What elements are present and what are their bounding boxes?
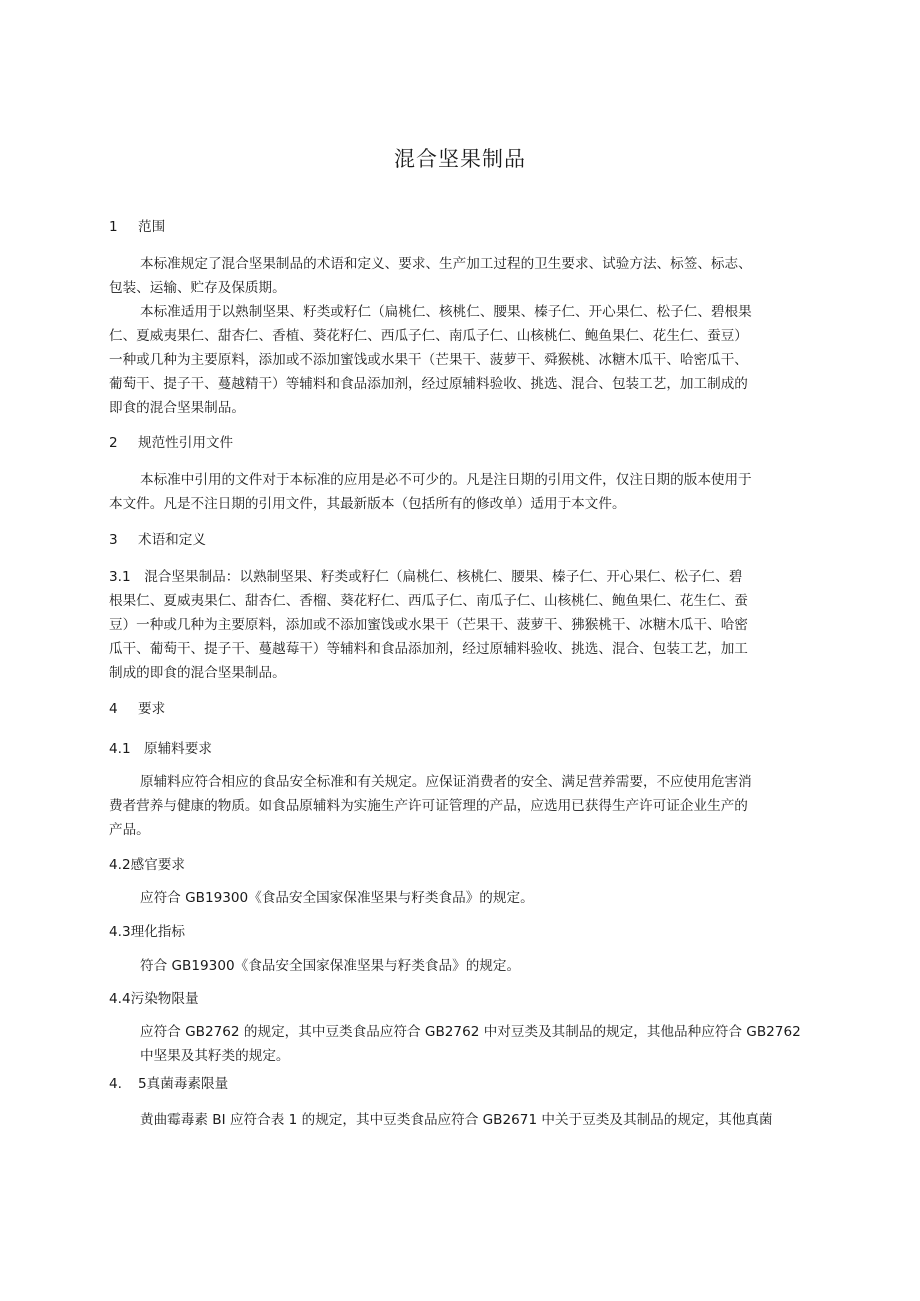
section-4-5-number: 4. (109, 1076, 122, 1092)
paragraph-line: 根果仁、夏威夷果仁、甜杏仁、香榴、葵花籽仁、西瓜子仁、南瓜子仁、山核桃仁、鲍鱼果仁、花生仁、蚕 (109, 593, 748, 609)
paragraph-line: 一种或几种为主要原料，添加或不添加蜜饯或水果干（芒果干、菠萝干、舜猴桃、冰糖木瓜干、哈密瓜干、 (109, 352, 748, 368)
paragraph-line: 豆）一种或几种为主要原料，添加或不添加蜜饯或水果干（芒果干、菠萝干、狒猴桃干、冰糖木瓜干、哈密 (109, 617, 748, 633)
paragraph-line: 即食的混合坚果制品。 (109, 400, 245, 416)
paragraph-line: 中坚果及其籽类的规定。 (140, 1048, 290, 1064)
section-4-number: 4 (109, 701, 118, 717)
paragraph-line: 产品。 (109, 822, 150, 838)
paragraph-line: 应符合 GB2762 的规定，其中豆类食品应符合 GB2762 中对豆类及其制品的规定，其他品种应符合 GB2762 (140, 1024, 801, 1040)
paragraph-line: 包装、运输、贮存及保质期。 (109, 280, 286, 296)
paragraph-line: 制成的即食的混合坚果制品。 (109, 665, 286, 681)
page-title: 混合坚果制品 (394, 147, 526, 171)
paragraph-line: 瓜干、葡萄干、提子干、蔓越莓干）等辅料和食品添加剂，经过原辅料验收、挑选、混合、包装工艺，加工 (109, 641, 748, 657)
section-4-2-heading: 4.2感官要求 (109, 857, 185, 873)
paragraph-line: 本标准适用于以熟制坚果、籽类或籽仁（扁桃仁、核桃仁、腰果、榛子仁、开心果仁、松子仁、碧根果 (140, 304, 752, 320)
section-2-heading: 规范性引用文件 (138, 435, 234, 451)
paragraph-line: 符合 GB19300《食品安全国家保准坚果与籽类食品》的规定。 (140, 958, 521, 974)
section-4-4-heading: 4.4污染物限量 (109, 991, 199, 1007)
paragraph-line: 3.1 混合坚果制品：以熟制坚果、籽类或籽仁（扁桃仁、核桃仁、腰果、榛子仁、开心果仁、松子仁、碧 (109, 569, 743, 585)
paragraph-line: 本标准规定了混合坚果制品的术语和定义、要求、生产加工过程的卫生要求、试验方法、标签、标志、 (140, 256, 752, 272)
section-4-5-heading: 5真菌毒素限量 (138, 1076, 229, 1092)
paragraph-line: 费者营养与健康的物质。如食品原辅料为实施生产许可证管理的产品，应选用已获得生产许可证企业生产的 (109, 798, 748, 814)
paragraph-line: 本标准中引用的文件对于本标准的应用是必不可少的。凡是注日期的引用文件，仅注日期的版本使用于 (140, 472, 752, 488)
paragraph-line: 应符合 GB19300《食品安全国家保准坚果与籽类食品》的规定。 (140, 890, 534, 906)
paragraph-line: 原辅料应符合相应的食品安全标准和有关规定。应保证消费者的安全、满足营养需要，不应使用危害消 (140, 774, 752, 790)
paragraph-line: 本文件。凡是不注日期的引用文件，其最新版本（包括所有的修改单）适用于本文件。 (109, 496, 626, 512)
section-1-number: 1 (109, 219, 118, 235)
section-2-number: 2 (109, 435, 118, 451)
paragraph-line: 仁、夏威夷果仁、甜杏仁、香植、葵花籽仁、西瓜子仁、南瓜子仁、山核桃仁、鲍鱼果仁、花生仁、蚕豆） (109, 328, 748, 344)
section-4-heading: 要求 (138, 701, 166, 717)
section-3-heading: 术语和定义 (138, 532, 206, 548)
paragraph-line: 黄曲霉毒素 BI 应符合表 1 的规定，其中豆类食品应符合 GB2671 中关于豆类及其制品的规定，其他真菌 (140, 1112, 773, 1128)
section-4-3-heading: 4.3理化指标 (109, 924, 185, 940)
section-4-1-number: 4.1 (109, 741, 131, 757)
section-3-number: 3 (109, 532, 118, 548)
paragraph-line: 葡萄干、提子干、蔓越精干）等辅料和食品添加剂，经过原辅料验收、挑选、混合、包装工艺，加工制成的 (109, 376, 748, 392)
section-4-1-heading: 原辅料要求 (144, 741, 212, 757)
section-1-heading: 范围 (138, 219, 166, 235)
